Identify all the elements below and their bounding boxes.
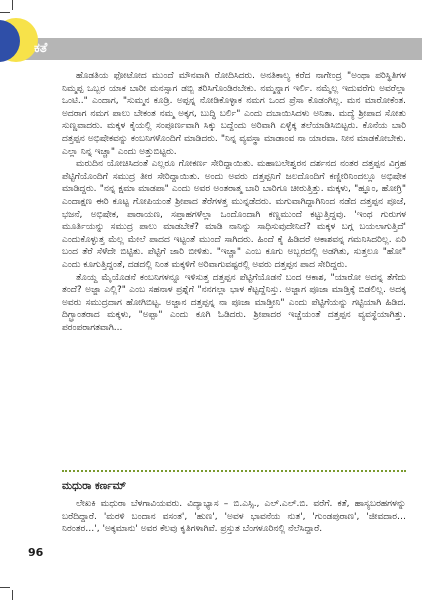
- page-number: 96: [28, 546, 44, 559]
- story-paragraph: ಮರುದಿನ ಯೋಚಿಸಿದಂತೆ ಎಲ್ಲರೂ ಗೋಕರ್ಣ ಸೇರಿದ್ದಾಯಿತು. ಮಹಾಬಲೇಶ್ವರನ ದರ್ಶನದ ನಂತರ ದತ್ತಪ್ಪನ ವಿಗ್ರಹ ಪೆಟ್ಟಿಗೆಯೊಂದಿಗೆ ಸಮುದ್ರ ತೀರ ಸೇರಿದ್ದಾಯಿತು. ಅಂದು ಅವರು ದತ್ತಪ್ಪನಿಗೆ ಜಲದೊಂದಿಗೆ ಕಣ್ಣೀರಿನಿಂದಲ್ಲೂ ಅಭಿಷೇಕ ಮಾಡಿದ್ದರು. "ನನ್ನ ಕ್ಷಮಾ ಮಾಡಪಾ" ಎಂದು ಅವರ ಅಂತರಾತ್ಮ ಬಾರಿ ಬಾರಿಗೂ ಚೀರುತ್ತಿತ್ತು. ಮಕ್ಕಳು, "ಹ್ಞೂಂ, ಹೋಗ್ರಿ" ಎಂದಾಕ್ಷಣ ಈರಿ ಕೂಟ್ಟ ಗೋಪಿಯಂತೆ ಶ್ರೀಪಾದ ತೆರೆಗಳತ್ತ ಮುನ್ನಡೆದರು. ಮಗುವಾಗಿದ್ದಾಗಿನಿಂದ ನಡೆದ ದತ್ತಪ್ಪನ ಪೂಜೆ, ಭಜನೆ, ಅಭಿಷೇಕ, ಪಾರಾಯಣ, ಸಪ್ತಾಹಗಳೆಲ್ಲಾ ಒಂದೊಂದಾಗಿ ಕಣ್ಣಮುಂದೆ ಕಟ್ಟುತ್ತಿದ್ದವು. 'ಇಂಥ ಗುರುಗಳ ಮೂರ್ತಿಯನ್ನು ಸಮುದ್ರ ಪಾಲು ಮಾಡಬೇಕೆ? ಮಾಡಿ ನಾನಿನ್ನು ಸಾಧಿಸುವುದೇನಿದೆ? ಮಕ್ಕಳ ಬಗ್ಗ ಬಯಲಾಗುತ್ತಿದೆ' ಎಂದುಕೊಳ್ಳುತ್ತ ಮೆಲ್ಲ ಮೇಲೆ ಪಾದದ ಇಟ್ಟಂತೆ ಮುಂದೆ ಸಾಗಿದರು. ಹಿಂದೆ ಕೈ ಹಿಡಿದರೆ ಆಕಾಶವನ್ನ ಗಮನಿಸಿದರಿಲ್ಲ. ಏರಿ ಬಂದ ತೆರೆ ಸೆಳೆದೇ ಬಿಟ್ಟಿತು. ಪೆಟ್ಟಿಗೆ ಜಾರಿ ಬೀಳಿತು. "ಇಚ್ಚಾ" ಎಂಬ ಕೂಗು ಅಬ್ಬರದಲ್ಲಿ ಅಡಗಿತು, ಸುತ್ತಲೂ "ಹೋ" ಎಂದು ಕೂಗುತ್ತಿದ್ದಂತೆ, ದಡದಲ್ಲಿ ನಿಂತ ಮಕ್ಕಳಿಗೆ ಅರಿವಾಗುವಷ್ಟರಲ್ಲಿ ಅವರು ದತ್ತಪ್ಪನ ಪಾದ ಸೇರಿದ್ದರು.: [62, 159, 406, 270]
- story-paragraph: ತೊಯ್ದ ಮೈಯೊಡನೆ ಕಂಬನಿಗಳನ್ನೂ ಇಳಿಸುತ್ತ ದತ್ತಪ್ಪನ ಪೆಟ್ಟಿಗೆಯೊಡನೆ ಬಂದ ಆಕಾಶ, "ಯಾರೋ ಅದನ್ನ ತೆಗೆದು ತಂದೆ? ಅಜ್ಜಾ ಎಲ್ಲಿ?" ಎಂಬ ಸಹನಾಳ ಪ್ರಶ್ನೆಗೆ "ನನಗಲ್ಲಾ ಭಾಳ ಕೆಟ್ಟದ್ದೆನಿಸ್ತು. ಅಜ್ಜಾಗ ಪೂಜಾ ಮಾಡ್ತಿಕ್ಕೆ ಬಿಡಲಿಲ್ಲ. ಅದಕ್ಕ ಅವರು ಸಮುದ್ರದಾಗ ಹೋಗಿಬಿಟ್ಟ. ಅಜ್ಜಾನ ದತ್ತಪ್ಪನ್ನ ನಾ ಪೂಜಾ ಮಾಡ್ತೀನಿ" ಎಂದು ಪೆಟ್ಟಿಗೆಯನ್ನು ಗಟ್ಟಿಯಾಗಿ ಹಿಡಿದ. ದಿಗ್ಭ್ರಾಂತರಾದ ಮಕ್ಕಳು, "ಅಪ್ಪಾ" ಎಂದು ಕೂಗಿ ಓಡಿದರು. ಶ್ರೀಪಾದರ ಇಚ್ಚೆಯಂತೆ ದತ್ತಪ್ಪನ ವ್ಯವಸ್ಥೆಯಾಗಿತ್ತು. ಪರಂಪರಾಗತವಾಗಿ...: [62, 272, 406, 333]
- story-paragraph: ಹೊಡತಿಯ ಫೋಟೋದ ಮುಂದೆ ಮೌನವಾಗಿ ರೋದಿಸಿದರು. ಅನತಿಕಾಲ್ಯ ಕರೆದ ನಾಗೇಂದ್ರ "ಅಂಥಾ ಪರಿಸ್ಥಿತಿಗಳ ನಿಮ್ಮಪ್ಪ ಒಬ್ಬರ ಯಾಕ ಬಾರೀ ಮನಸ್ಸಾಗ ಡಬ್ಬಿ ತರಿಸಿಗೊಂಡಿರಬೇಕು. ನಮ್ಮನ್ನಾಗ ಇರ್ಲಿ. ನಮ್ಮೆಲ್ಲ ಇದುವರೆಗು ಅವರೆಲ್ಲಾ ಒಂಟಿ.." ಎಂದಾಗ, "ಸುಮ್ಮನ ಕೂಡ್ರಿ. ಅಪ್ಪನ್ನ ನೋಡಿಕೊಳ್ಳಾಕ ನಮಗ ಒಂದ ಪ್ರೆಸಾ ಕೊಡಂಗಿಲ್ಲ. ಮನ ಮಾರೋಕೆಂತ. ಅದರಾಗ ನಮಗ ಪಾಲು ಬೇಕಂತ ನಮ್ಮ ಅಕ್ಕಗ, ಬುದ್ಧಿ ಬರ್ಲಿ" ಎಂದು ದಬಾಯಿಸಿದಳು ಅನಿತಾ. ಮದ್ಯೆ ಶ್ರೀಪಾದ ಸೋತು ಸುಣ್ಣವಾದರು. ಮಕ್ಕಳ ಕೈಯಲ್ಲಿ ಸಂಪೂರ್ಣವಾಗಿ ಸಿಕ್ಕು ಬದ್ದೆಂದು ಅರಿವಾಗಿ ಏಳ್ಳೆಕ್ಕ ತಲೆಯಾಡಿಸಿಬಿಟ್ಟರು. ಕೊನೆಯ ಬಾರಿ ದತ್ತಪ್ಪನ ಅಭಿಷೇಕವನ್ನು ಕಂಬನಿಗಳೊಂದಿಗೆ ಮಾಡಿದರು. "ನಿನ್ನ ವ್ಯವಸ್ಥಾ ಮಾಡಾಂವ ನಾ ಯಾರವಾ. ನೀನ ಮಾಡಕೋಬೇಕು. ಎಲ್ಲಾ ನಿನ್ನ ಇಚ್ಚಾ" ಎಂದು ಅತ್ತುಬಿಟ್ಟರು.: [62, 71, 406, 157]
- section-label: ಕತೆ: [34, 41, 48, 56]
- crop-mark-bottom-left-h: [0, 587, 10, 588]
- author-name: ಮಧುರಾ ಕರ್ಣಮ್: [62, 480, 127, 492]
- crop-mark-bottom-left-v: [12, 590, 13, 600]
- author-bio: [62, 498, 406, 536]
- author-bio-text: ಲೇಖಕಿ ಮಧುರಾ ಬೆಳಗಾವಿಯವರು. ವಿದ್ಯಾಭ್ಯಾಸ – ಬಿ.ಎಸ್ಸಿ., ಎಲ್.ಎಲ್.ಬಿ. ವರೆಗೆ. ಕತೆ, ಹಾಸ್ಯಬರಹಗಳನ್ನು ಬರೆದಿದ್ದಾರೆ. 'ಮರಳಿ ಬಂದಾನ ವಸಂತ', 'ಹುಣ', 'ಅವಳ ಭಾವನೆಯ ನುತ', 'ಗುಂಡಪುರಾಣ', 'ಜೀವದಾರ… ನಿರಂತರ…', 'ಅಕ್ಕಮಾನು' ಅವರ ಕೆಲವು ಕೃತಿಗಳಾಗಿವೆ. ಪ್ರಸ್ತುತ ಬೆಂಗಳೂರಿನಲ್ಲಿ ನೆಲೆಸಿದ್ದಾರೆ.: [62, 499, 406, 535]
- crop-mark-top-left-v: [12, 0, 13, 10]
- dotted-divider: [62, 470, 406, 472]
- story-body: [62, 70, 406, 334]
- crop-mark-top-left-h: [0, 12, 10, 13]
- header-band: [0, 38, 422, 60]
